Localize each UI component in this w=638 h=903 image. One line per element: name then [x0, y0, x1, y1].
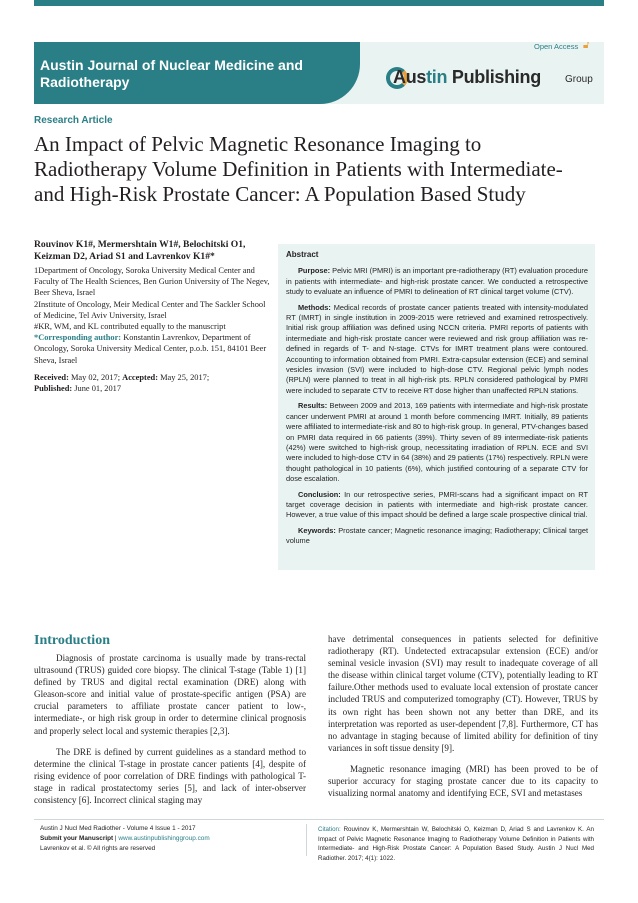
submit-manuscript-link[interactable]: Submit your Manuscript [40, 835, 114, 842]
publisher-name-part: Aus [393, 67, 427, 87]
footer-citation-line: Austin J Nucl Med Radiother - Volume 4 Issue 1 - 2017 [40, 825, 196, 832]
corresponding-author-text: Konstantin Lavrenkov, Department of Oncology, Soroka University Medical Center, p.o.b. 151, 84101 Beer Sheva, Israel [34, 333, 267, 365]
abstract-purpose [286, 266, 588, 297]
received-label: Received: [34, 372, 69, 382]
abstract-results [286, 401, 588, 484]
author-list: Rouvinov K1#, Mermershtain W1#, Belochitski O1, Keizman D2, Ariad S1 and Lavrenkov K1#* [34, 239, 246, 262]
citation-label: Citation: [318, 826, 341, 833]
publisher-url-link[interactable]: www.austinpublishinggroup.com [118, 835, 210, 842]
received-date: May 02, 2017; [68, 372, 123, 382]
equal-contribution-note: #KR, WM, and KL contributed equally to the manuscript [34, 322, 226, 332]
published-date: June 01, 2017 [72, 384, 122, 394]
citation-text: Rouvinov K, Mermershtain W, Belochitski O, Keizman D, Ariad S and Lavrenkov K. An Impact of Pelvic Magnetic Resonance Imaging to Radiotherapy Volume Definition in Patients with Intermediate- and High-Risk Prostate Cancer: A Population Based Study. Austin J Nucl Med Radiother. 2017; 4(1): 1022. [318, 826, 594, 862]
article-title: An Impact of Pelvic Magnetic Resonance Imaging to Radiotherapy Volume Definition in Patients with Intermediate- and High-Risk Prostate Cancer: A Population Based Study [34, 132, 563, 206]
accepted-label: Accepted: [122, 372, 158, 382]
conclusion-text: In our retrospective series, PMRI-scans had a significant impact on RT target coverage decision in patients with intermediate and high-risk prostate cancer. However, a true value of this impact should be defined a large scale prospective clinical trial. [286, 489, 588, 520]
article-meta [34, 239, 270, 394]
conclusion-label: Conclusion: [298, 489, 341, 499]
published-label: Published: [34, 384, 73, 394]
body-paragraph: Magnetic resonance imaging (MRI) has been proved to be of superior accuracy for staging prostate cancer due to its capacity to visualizing normal anatomy and identifying ECE, SVI and metastases [328, 763, 598, 799]
footer-divider [34, 819, 604, 820]
article-type: Research Article [34, 115, 113, 126]
open-access-label: Open Access [534, 42, 579, 51]
publisher-name-part: Publishing [447, 67, 541, 87]
methods-label: Methods: [298, 302, 331, 312]
publisher-logo[interactable] [393, 67, 541, 88]
footer-rights: Lavrenkov et al. © All rights are reserved [40, 845, 156, 852]
introduction-heading: Introduction [34, 633, 110, 648]
body-paragraph: Diagnosis of prostate carcinoma is usually made by trans-rectal ultrasound (TRUS) guided core biopsy. The clinical T-stage (Table 1) [1] defined by TRUS and digital rectal examination (DRE) along with Gleason-score and initial value of prostate-specific antigen (PSA) are crucial parameters to affiliate prostate cancer patient to low-, intermediate-, or high risk group in order to determine clinical prognosis and properly select local and systemic therapies [2,3]. [34, 653, 306, 736]
purpose-label: Purpose: [298, 266, 331, 276]
purpose-text: Pelvic MRI (PMRI) is an important pre-radiotherapy (RT) evaluation procedure in patients with intermediate- and high-risk prostate cancer. We conducted a retrospective study to evaluate an influence of PMRI to delineation of RT clinical target volume (CTV). [286, 266, 588, 297]
results-text: Between 2009 and 2013, 169 patients with intermediate and high-risk prostate cancer underwent PMRI at around 1 month before commencing IMRT. Initially, 89 patients were affiliated to intermediate-risk and 80 to high-risk group. In general, PTV-changes based on PMRI data required in 66 patients (39%). Thirty seven of 89 intermediate-risk patients (42%) were switched to high-risk group, necessitating irradiation of RPLN. ECE and SVI were included to high-dose CTV in 64 (38%) and 29 patients (17%) respectively. RPLN were thought pathological in 10 patients (6%), which justified contouring of a separate CTV for dose escalation. [286, 401, 588, 484]
corresponding-author [34, 332, 270, 366]
body-paragraph: have detrimental consequences in patients selected for definitive radiotherapy (RT). Undetected extracapsular extension (ECE) and/or seminal vesicle invasion (SVI) may result to inadequate coverage of all the disease within clinical target volume (CTV), potentially leading to RT failure.Other methods used to evaluate local extension of prostate cancer included TRUS and computerized tomography (CT). However, TRUS by its own right has been shown not any better than DRE, and its interpretation was reported as user-dependent [7,8]. Furthermore, CT has no advantage in staging because of limited ability for definition of tiny variances in soft tissue density [9]. [328, 634, 598, 753]
footer-citation [318, 825, 594, 863]
footer-vertical-divider [306, 824, 307, 856]
corresponding-author-label: *Corresponding author: [34, 333, 122, 343]
top-accent-bar [34, 0, 604, 6]
dates [34, 372, 270, 383]
body-column-right [328, 633, 598, 808]
body-column-left [34, 652, 306, 815]
accepted-date: May 25, 2017; [157, 372, 210, 382]
open-access-lock-icon: 🔓︎ [583, 40, 590, 51]
keywords-text: Prostate cancer; Magnetic resonance imaging; Radiotherapy; Clinical target volume [286, 525, 588, 546]
footer-submit [40, 834, 280, 844]
results-label: Results: [298, 401, 328, 411]
publisher-name-part: tin [426, 67, 448, 87]
publisher-group-label: Group [565, 74, 593, 85]
methods-text: Medical records of prostate cancer patients treated with intensity-modulated RT (IMRT) in single institution in 2009-2015 were retrieved and examined retrospectively. Initial risk group affiliation was defined using NCCN criteria. PMRI reports of patients with intermediate and high-risk prostate cancer were reviewed and risk group affiliation was re-defined in regards of T- and N-stage. CTVs for IMRT treatment plans were contoured. Accounting to information obtained from PMRI. Extra-capsular extension (ECE) and seminal vesicles invasion (SVI) were included to high-dose CTV. Regional pelvic lymph nodes (RPLN) were planned to treat in all high-risk pts. RPLN considered pathological by PMRI were included to separate CTV to receive RT dose higher than unaffected RPLN stations. [286, 302, 588, 395]
keywords-label: Keywords: [298, 525, 336, 535]
submit-separator: | [113, 835, 119, 842]
published [34, 383, 270, 394]
affiliation-1: 1Department of Oncology, Soroka University Medical Center and Faculty of The Health Sciences, Ben Gurion University of The Negev, Beer Sheva, Israel [34, 266, 270, 298]
abstract-keywords [286, 526, 588, 547]
footer-journal-info [40, 824, 280, 854]
body-paragraph: The DRE is defined by current guidelines as a standard method to determine the clinical T-stage in prostate cancer patients [4], despite of rising evidence of poor correlation of DRE findings with pathological T-stage in radical prostatectomy series [5], and lack of inter-observer consistency [6]. Incorrect clinical staging may [34, 746, 306, 806]
abstract [286, 250, 588, 552]
abstract-heading: Abstract [286, 250, 319, 259]
journal-title[interactable]: Austin Journal of Nuclear Medicine and Radiotherapy [40, 57, 303, 90]
affiliation-2: 2Institute of Oncology, Meir Medical Center and The Sackler School of Medicine, Tel Aviv University, Israel [34, 299, 266, 320]
abstract-conclusion [286, 490, 588, 521]
abstract-methods [286, 303, 588, 397]
